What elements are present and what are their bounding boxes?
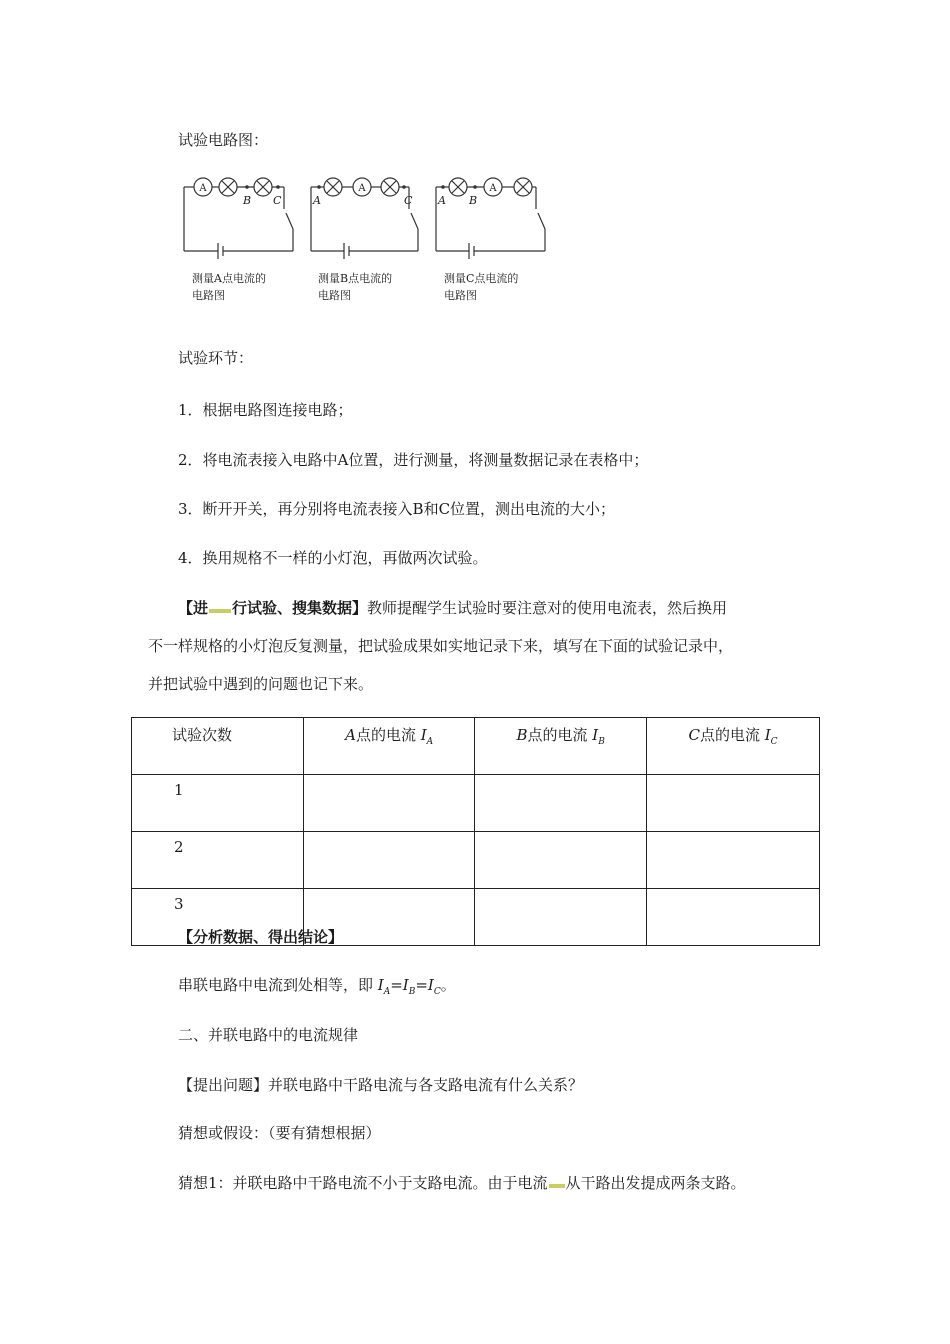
- caption-3-line1: 测量C点电流的: [444, 272, 519, 285]
- highlight-mark: [209, 609, 231, 613]
- header-a: A点的电流 $I_A$: [304, 718, 475, 775]
- guess-1-part2: 从干路出发提成两条支路。: [565, 1174, 746, 1192]
- point-b-1: B: [243, 194, 252, 207]
- point-c-1: C: [273, 194, 282, 207]
- analysis-heading: 【分析数据、得出结论】: [178, 928, 344, 946]
- hypothesis-heading: 猜想或假设：（要有猜想根据）: [178, 1124, 381, 1142]
- guess-1-part1: 猜想1：并联电路中干路电流不小于支路电流。由于电流: [178, 1174, 548, 1192]
- table-row: [132, 832, 820, 889]
- caption-2-line2: 电路图: [318, 289, 351, 302]
- caption-1-line2: 电路图: [192, 289, 225, 302]
- row-number: 3: [132, 889, 304, 946]
- caption-2-line1: 测量B点电流的: [318, 272, 393, 285]
- table-cell: [475, 775, 647, 832]
- header-trial: 试验次数: [132, 718, 304, 775]
- step-2: 2．将电流表接入电路中A位置，进行测量，将测量数据记录在表格中；: [178, 451, 649, 469]
- table-cell: [647, 775, 820, 832]
- ammeter-label-3: A: [489, 183, 497, 194]
- question: 【提出问题】并联电路中干路电流与各支路电流有什么关系？: [178, 1076, 584, 1094]
- step-4: 4．换用规格不一样的小灯泡，再做两次试验。: [178, 549, 488, 567]
- table-header-row: [132, 718, 820, 775]
- row-number: 1: [132, 775, 304, 832]
- conclusion-end: 。: [440, 976, 456, 994]
- highlight-mark: [549, 1184, 565, 1188]
- collect-line-1: [178, 598, 727, 618]
- point-a-2: A: [313, 194, 321, 207]
- point-b-3: B: [469, 194, 478, 207]
- diagram-heading: 试验电路图：: [178, 131, 269, 149]
- record-table: [131, 717, 820, 946]
- header-c: C点的电流 $I_C$: [647, 718, 820, 775]
- header-b: B点的电流 $I_B$: [475, 718, 647, 775]
- table-cell: [647, 889, 820, 946]
- conclusion-text: 串联电路中电流到处相等，即: [178, 976, 378, 994]
- point-c-2: C: [404, 194, 413, 207]
- collect-line-3: 并把试验中遇到的问题也记下来。: [148, 675, 374, 693]
- collect-line-2: 不一样规格的小灯泡反复测量，把试验成果如实地记录下来，填写在下面的试验记录中，: [148, 637, 734, 655]
- caption-1-line1: 测量A点电流的: [192, 272, 266, 285]
- guess-1: [178, 1173, 746, 1193]
- steps-heading: 试验环节：: [178, 349, 254, 367]
- conclusion-formula: $I_A=I_B=I_C$: [377, 976, 441, 997]
- table-cell: [304, 832, 475, 889]
- collect-tag-part2: 行试验、搜集数据】: [232, 599, 368, 617]
- table-cell: [304, 775, 475, 832]
- caption-3-line2: 电路图: [444, 289, 477, 302]
- circuit-diagrams: [0, 0, 950, 320]
- section-2-title: 二、并联电路中的电流规律: [178, 1026, 359, 1044]
- point-a-3: A: [438, 194, 446, 207]
- table-cell: [475, 889, 647, 946]
- table-cell: [475, 832, 647, 889]
- table-row: [132, 775, 820, 832]
- row-number: 2: [132, 832, 304, 889]
- collect-line1-text: 教师提醒学生试验时要注意对的使用电流表，然后换用: [367, 599, 728, 617]
- step-1: 1．根据电路图连接电路；: [178, 401, 353, 419]
- conclusion: [178, 975, 456, 1002]
- ammeter-label-1: A: [199, 183, 207, 194]
- table-cell: [647, 832, 820, 889]
- collect-tag-part1: 【进: [178, 599, 209, 617]
- ammeter-label-2: A: [358, 183, 366, 194]
- step-3: 3．断开开关，再分别将电流表接入B和C位置，测出电流的大小；: [178, 500, 616, 518]
